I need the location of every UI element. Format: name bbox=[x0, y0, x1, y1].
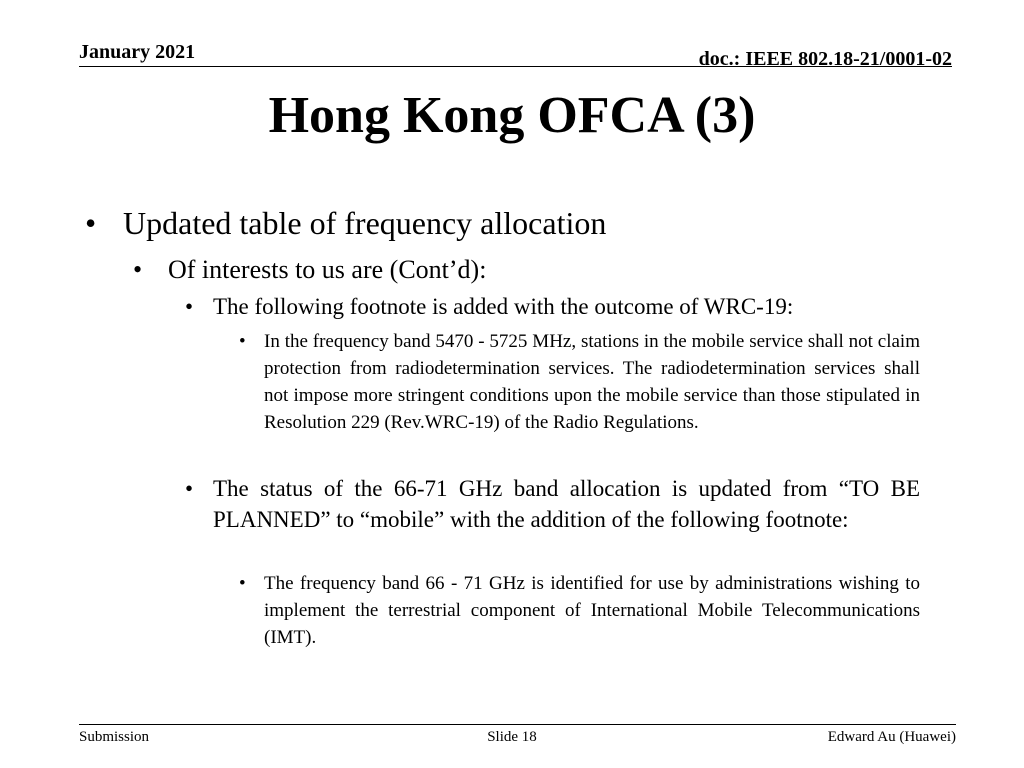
bullet-marker: • bbox=[185, 294, 194, 319]
bullet-marker: • bbox=[239, 573, 246, 594]
bullet-level4-5470-footnote bbox=[239, 328, 920, 436]
header-date: January 2021 bbox=[79, 41, 196, 63]
bullet-text: Of interests to us are (Cont’d): bbox=[168, 255, 487, 284]
bullet-marker: • bbox=[85, 205, 97, 241]
footer-submission: Submission bbox=[79, 729, 150, 745]
bullet-level1 bbox=[85, 203, 925, 243]
header-doc-id: doc.: IEEE 802.18-21/0001-02 bbox=[698, 48, 952, 70]
bullet-level3-66-71ghz bbox=[185, 473, 920, 535]
bullet-marker: • bbox=[133, 255, 143, 284]
footer-slide-number: Slide 18 bbox=[487, 729, 537, 745]
bullet-marker: • bbox=[239, 331, 246, 352]
footer-divider bbox=[79, 724, 956, 725]
header-divider bbox=[79, 66, 952, 67]
slide-title: Hong Kong OFCA (3) bbox=[268, 87, 756, 144]
bullet-level4-imt-footnote bbox=[239, 570, 920, 651]
footer-author: Edward Au (Huawei) bbox=[827, 729, 956, 745]
bullet-text: The status of the 66-71 GHz band allocation is updated from “TO BE PLANNED” to “mobile” with the addition of the following footnote: bbox=[213, 476, 920, 532]
bullet-marker: • bbox=[185, 476, 194, 501]
bullet-text: Updated table of frequency allocation bbox=[123, 205, 607, 241]
bullet-text: In the frequency band 5470 - 5725 MHz, stations in the mobile service shall not claim protection from radiodetermination services. The radiodetermination services shall not impose more stringent conditions upon the mobile service than those stipulated in Resolution 229 (Rev.WRC-19) of the Radio Regulations. bbox=[264, 331, 920, 433]
bullet-text: The following footnote is added with the outcome of WRC-19: bbox=[213, 294, 794, 319]
bullet-text: The frequency band 66 - 71 GHz is identified for use by administrations wishing to implement the terrestrial component of International Mobile Telecommunications (IMT). bbox=[264, 573, 920, 648]
bullet-level2 bbox=[133, 254, 925, 286]
bullet-level3-wrc19 bbox=[185, 291, 920, 322]
